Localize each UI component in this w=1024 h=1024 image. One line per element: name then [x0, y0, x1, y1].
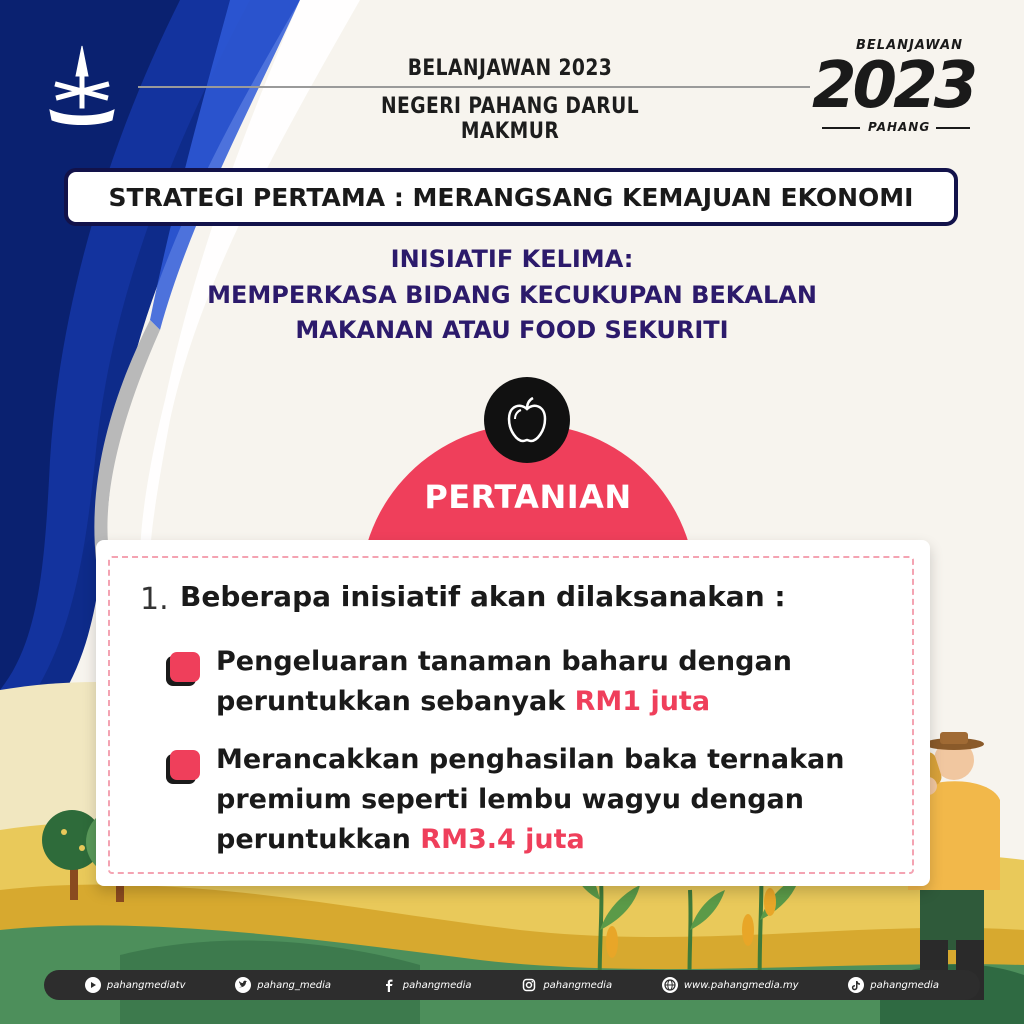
budget-badge-year: 2023: [812, 49, 975, 123]
instagram-icon: [521, 977, 537, 993]
list-item-line: Merancakkan penghasilan baka ternakan: [216, 744, 845, 775]
budget-amount: RM1 juta: [574, 686, 711, 717]
social-website[interactable]: [662, 977, 799, 993]
apple-icon: [505, 397, 549, 443]
social-label: pahangmedia: [870, 979, 940, 991]
globe-icon: [662, 977, 678, 993]
list-heading: Beberapa inisiatif akan dilaksanakan :: [180, 580, 786, 613]
list-item-line: [216, 820, 876, 860]
social-label: www.pahangmedia.my: [683, 979, 799, 991]
twitter-icon: [235, 977, 251, 993]
youtube-icon: [85, 977, 101, 993]
list-item: [216, 642, 876, 722]
social-twitter[interactable]: [235, 977, 331, 993]
budget-badge-top: BELANJAWAN: [856, 38, 964, 53]
list-item-line: Pengeluaran tanaman baharu dengan: [216, 646, 792, 677]
social-label: pahang_media: [257, 979, 332, 991]
social-instagram[interactable]: [521, 977, 612, 993]
budget-amount: RM3.4 juta: [420, 824, 585, 855]
list-item-line: premium seperti lembu wagyu dengan: [216, 784, 804, 815]
list-number: 1.: [140, 582, 169, 617]
social-youtube[interactable]: [85, 977, 186, 993]
list-item-text: peruntukkan sebanyak: [216, 686, 575, 717]
badge-divider-left: [822, 127, 860, 129]
strategy-text: STRATEGI PERTAMA : MERANGSANG KEMAJUAN EKONOMI: [108, 182, 914, 212]
social-label: pahangmedia: [543, 979, 613, 991]
bullet-icon: [170, 750, 200, 780]
list-item-text: peruntukkan: [216, 824, 421, 855]
bullet-icon: [170, 652, 200, 682]
header-title: BELANJAWAN 2023: [407, 56, 613, 81]
badge-divider-right: [936, 127, 970, 129]
social-tiktok[interactable]: [848, 977, 939, 993]
social-bar: [44, 970, 980, 1000]
apple-icon-badge: [484, 377, 570, 463]
initiative-title: INISIATIF KELIMA:: [390, 245, 634, 273]
social-facebook[interactable]: [381, 977, 472, 993]
header-subtitle: NEGERI PAHANG DARUL MAKMUR: [380, 94, 640, 144]
initiative-line-3: MAKANAN ATAU FOOD SEKURITI: [295, 316, 729, 344]
header-divider: [138, 86, 810, 88]
social-label: pahangmedia: [402, 979, 472, 991]
list-item: [216, 740, 876, 860]
category-label: PERTANIAN: [424, 478, 632, 516]
tiktok-icon: [848, 977, 864, 993]
list-item-line: [216, 682, 876, 722]
budget-badge-bottom: PAHANG: [868, 120, 931, 134]
facebook-icon: [381, 977, 397, 993]
social-label: pahangmediatv: [106, 979, 186, 991]
initiative-line-2: MEMPERKASA BIDANG KECUKUPAN BEKALAN: [207, 281, 817, 309]
strategy-banner: [64, 168, 958, 226]
